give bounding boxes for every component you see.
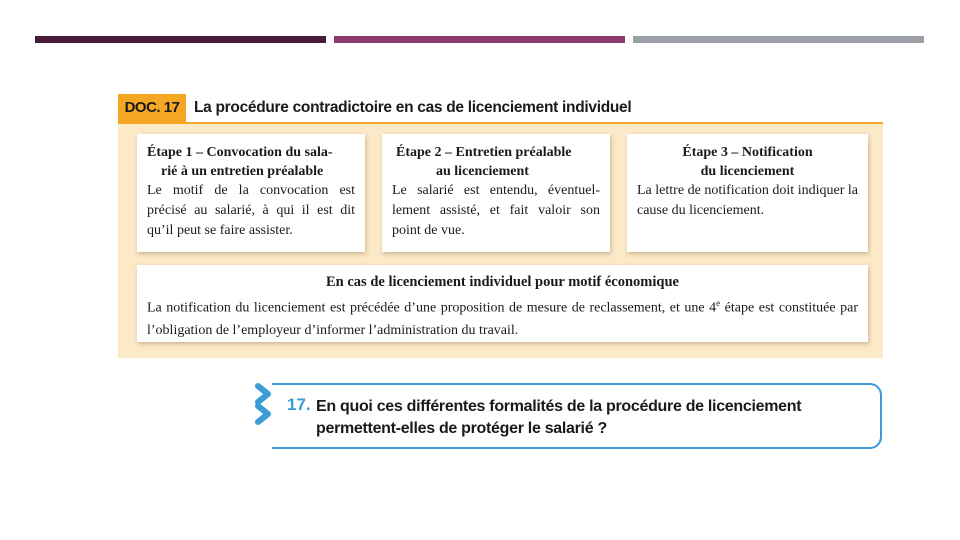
step-text: Le motif de la convocation est précisé au salarié, à qui il est dit qu’il peut se faire assister. [147,183,355,238]
document-tag: DOC. 17 [118,94,186,122]
decorative-bar-mid [334,36,625,43]
step-card-2 [382,134,610,252]
step-text: Le salarié est entendu, éventuel-lement assisté, et fait valoir son point de vue. [392,183,600,238]
step-text: La lettre de notification doit indiquer la cause du licenciement. [637,183,858,218]
step-card-3 [627,134,868,252]
ordinal-suffix: e [716,298,721,308]
step-title [392,143,600,181]
step-title-line: Étape 1 – Convocation du sala- [147,145,333,160]
economic-text-part2: étape est constituée par l’obligation de l’employeur d’informer l’administration du travail. [147,300,858,338]
decorative-bar-dark [35,36,326,43]
step-title [147,143,355,181]
step-title [637,143,858,181]
economic-text [147,292,858,342]
economic-text-part1: La notification du licenciement est précédée d’une proposition de mesure de reclassement, et une 4 [147,300,717,316]
step-title-line: Étape 3 – Notification [682,145,813,160]
step-title-line: du licenciement [700,164,795,179]
step-title-line: rié à un entretien préalable [161,164,324,179]
question-text [316,396,856,440]
step-title-line: au licenciement [436,164,529,179]
double-chevron-icon [252,382,282,426]
document-header [118,94,883,124]
question-line: En quoi ces différentes formalités de la procédure de licenciement [316,398,802,415]
step-card-1 [137,134,365,252]
decorative-bar-grey [633,36,924,43]
economic-reason-card [137,265,868,342]
step-title-line: Étape 2 – Entretien préalable [396,145,572,160]
economic-title: En cas de licenciement individuel pour motif économique [326,274,679,290]
document-title: La procédure contradictoire en cas de licenciement individuel [194,99,632,116]
question-number: 17. [287,395,311,414]
question-line: permettent-elles de protéger le salarié ? [316,420,607,437]
